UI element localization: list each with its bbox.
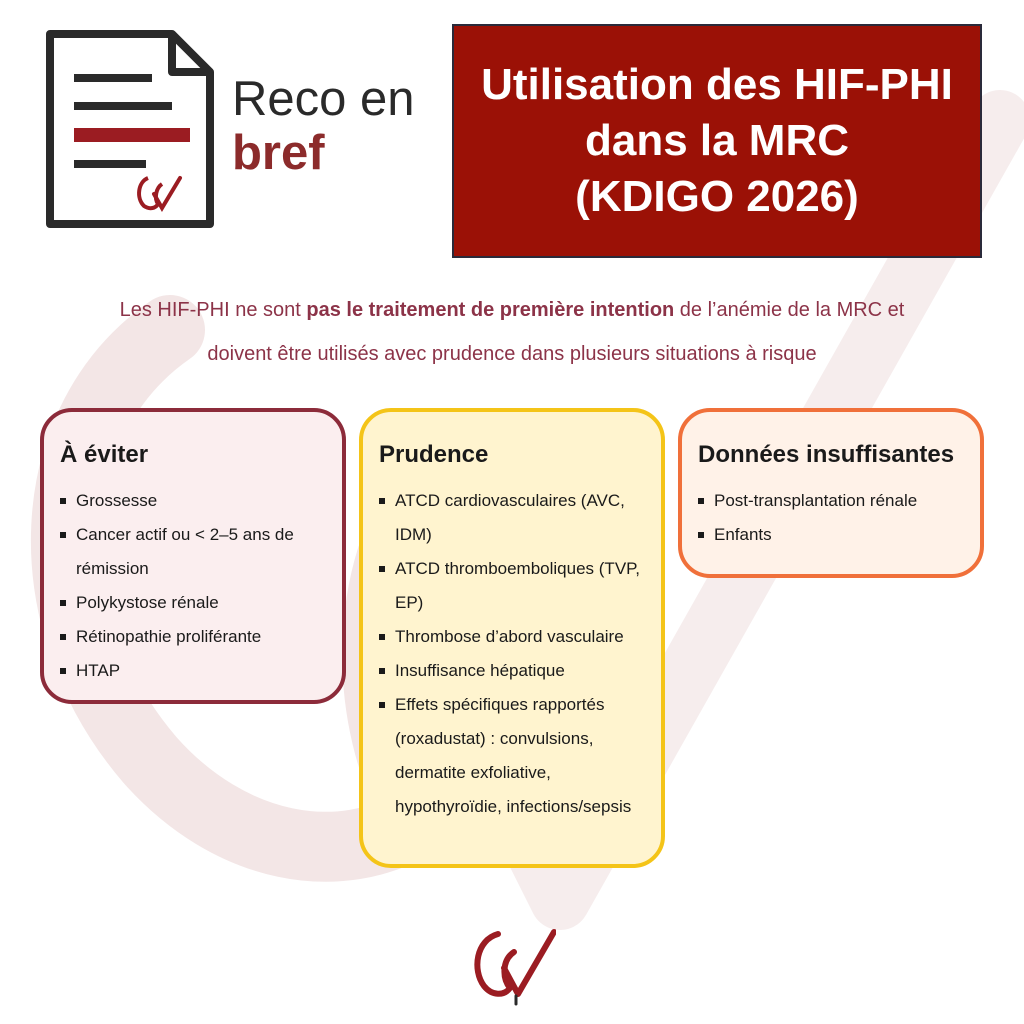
document-icon: [44, 28, 216, 230]
intro-part-2: de l’anémie de la MRC et: [674, 299, 905, 321]
card-insufficient-list: [698, 484, 964, 552]
intro-line-2: doivent être utilisés avec prudence dans plusieurs situations à risque: [207, 343, 817, 365]
intro-strong: pas le traitement de première intention: [306, 299, 675, 321]
list-item: ATCD thromboemboliques (TVP, EP): [379, 552, 645, 620]
card-caution: [359, 408, 665, 868]
list-item: Enfants: [698, 518, 964, 552]
brand-line-1: Reco en: [232, 72, 415, 126]
card-insufficient: [678, 408, 984, 578]
card-caution-list: [379, 484, 645, 824]
title-line-2: dans la MRC: [584, 116, 850, 165]
brand-line-2: bref: [232, 126, 325, 180]
list-item: Polykystose rénale: [60, 586, 326, 620]
card-avoid: [40, 408, 346, 704]
title-line-3: (KDIGO 2026): [575, 172, 859, 221]
list-item: Post-transplantation rénale: [698, 484, 964, 518]
list-item: Thrombose d’abord vasculaire: [379, 620, 645, 654]
list-item: Rétinopathie proliférante: [60, 620, 326, 654]
title-banner: [452, 24, 982, 258]
card-avoid-list: [60, 484, 326, 688]
kidney-check-icon: [470, 924, 556, 1006]
list-item: ATCD cardiovasculaires (AVC, IDM): [379, 484, 645, 552]
list-item: Grossesse: [60, 484, 326, 518]
card-avoid-title: À éviter: [60, 441, 149, 468]
list-item: Effets spécifiques rapportés (roxadustat) : convulsions, dermatite exfoliative, hypothyroïdie, infections/sepsis: [379, 688, 645, 824]
list-item: Cancer actif ou < 2–5 ans de rémission: [60, 518, 326, 586]
intro-text: [40, 288, 984, 376]
list-item: Insuffisance hépatique: [379, 654, 645, 688]
brand-name: [232, 74, 415, 178]
intro-part-1: Les HIF-PHI ne sont: [119, 299, 307, 321]
card-caution-title: Prudence: [379, 441, 489, 468]
card-insufficient-title: Données insuffisantes: [698, 441, 955, 468]
title-line-1: Utilisation des HIF-PHI: [481, 60, 953, 109]
page-title: [481, 57, 953, 225]
list-item: HTAP: [60, 654, 326, 688]
